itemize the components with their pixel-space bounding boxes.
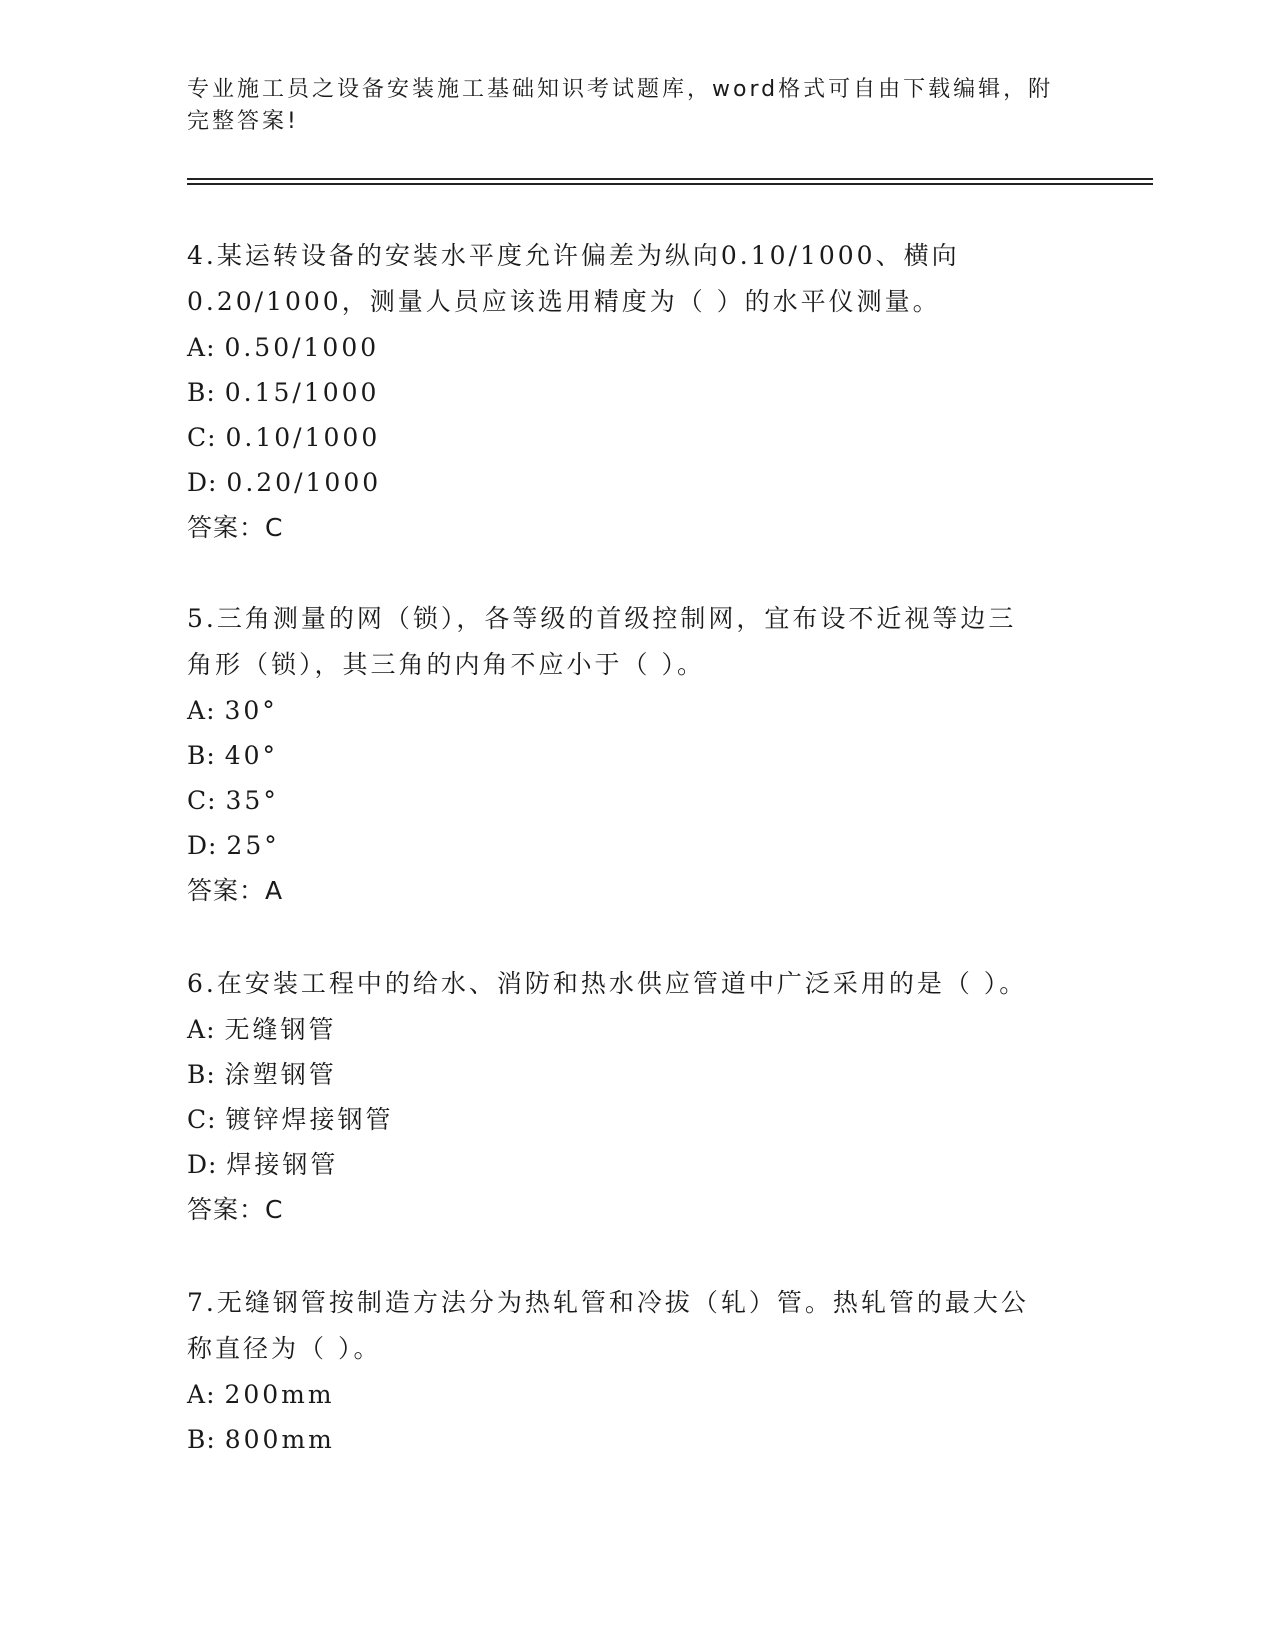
option-separator: : [206, 1060, 225, 1089]
option-letter: C [187, 786, 208, 815]
question-7 [187, 1280, 1067, 1462]
option-letter: B [187, 1060, 207, 1089]
question-6 [187, 961, 1067, 1233]
answer-value: A [265, 876, 284, 905]
option-letter: D [187, 831, 209, 860]
option-separator: : [208, 468, 227, 497]
question-stem-line: 7.无缝钢管按制造方法分为热轧管和冷拔（轧）管。热轧管的最大公 [187, 1288, 1029, 1317]
option-separator: : [207, 423, 226, 452]
option-c [187, 778, 1067, 823]
option-letter: D [187, 1150, 209, 1179]
option-letter: A [187, 696, 207, 725]
header-divider-bottom [187, 183, 1153, 185]
document-intro: 专业施工员之设备安装施工基础知识考试题库，word格式可自由下载编辑，附完整答案! [187, 77, 1054, 134]
option-separator: : [206, 1425, 225, 1454]
option-text: 0.20/1000 [226, 468, 382, 497]
answer-value: C [265, 513, 284, 542]
answer-label: 答案： [187, 513, 266, 542]
option-a [187, 1372, 1067, 1417]
option-text: 涂塑钢管 [224, 1060, 337, 1089]
option-separator: : [206, 1015, 225, 1044]
option-letter: A [187, 1380, 207, 1409]
option-a [187, 1007, 1067, 1052]
option-d [187, 1142, 1067, 1187]
option-letter: A [187, 1015, 207, 1044]
option-separator: : [206, 1380, 225, 1409]
option-text: 25° [226, 831, 280, 860]
question-stem-line: 0.20/1000，测量人员应该选用精度为（ ）的水平仪测量。 [187, 287, 941, 316]
option-letter: A [187, 333, 207, 362]
option-text: 镀锌焊接钢管 [225, 1105, 394, 1134]
answer-value: C [265, 1195, 284, 1224]
answer-label: 答案： [187, 1195, 266, 1224]
option-separator: : [208, 831, 227, 860]
option-text: 无缝钢管 [224, 1015, 337, 1044]
option-text: 35° [225, 786, 279, 815]
option-text: 0.50/1000 [224, 333, 380, 362]
answer-label: 答案： [187, 876, 266, 905]
option-d [187, 823, 1067, 868]
option-letter: B [187, 1425, 207, 1454]
question-4 [187, 233, 1067, 551]
option-b [187, 733, 1067, 778]
option-letter: C [187, 1105, 208, 1134]
option-separator: : [206, 333, 225, 362]
option-text: 200mm [224, 1380, 335, 1409]
option-a [187, 325, 1067, 370]
option-b [187, 370, 1067, 415]
option-separator: : [207, 1105, 226, 1134]
question-stem-line: 4.某运转设备的安装水平度允许偏差为纵向0.10/1000、横向 [187, 241, 960, 270]
option-a [187, 688, 1067, 733]
option-text: 800mm [224, 1425, 335, 1454]
question-5 [187, 596, 1067, 914]
option-text: 焊接钢管 [226, 1150, 339, 1179]
answer-line [187, 1187, 1067, 1233]
option-separator: : [208, 1150, 227, 1179]
option-letter: B [187, 378, 207, 407]
option-text: 30° [224, 696, 278, 725]
option-b [187, 1417, 1067, 1462]
option-b [187, 1052, 1067, 1097]
option-text: 0.15/1000 [224, 378, 380, 407]
option-text: 0.10/1000 [225, 423, 381, 452]
question-stem-line: 角形（锁），其三角的内角不应小于（ ）。 [187, 650, 705, 679]
option-letter: D [187, 468, 209, 497]
question-stem-line: 5.三角测量的网（锁），各等级的首级控制网，宜布设不近视等边三 [187, 604, 1017, 633]
option-separator: : [207, 786, 226, 815]
option-letter: B [187, 741, 207, 770]
header-divider-top [187, 178, 1153, 180]
option-c [187, 415, 1067, 460]
option-separator: : [206, 741, 225, 770]
option-c [187, 1097, 1067, 1142]
option-separator: : [206, 696, 225, 725]
option-letter: C [187, 423, 208, 452]
option-separator: : [206, 378, 225, 407]
option-text: 40° [224, 741, 279, 770]
option-d [187, 460, 1067, 505]
answer-line [187, 868, 1067, 914]
question-stem-line: 6.在安装工程中的给水、消防和热水供应管道中广泛采用的是（ ）。 [187, 969, 1028, 998]
answer-line [187, 505, 1067, 551]
question-stem-line: 称直径为（ ）。 [187, 1334, 382, 1363]
